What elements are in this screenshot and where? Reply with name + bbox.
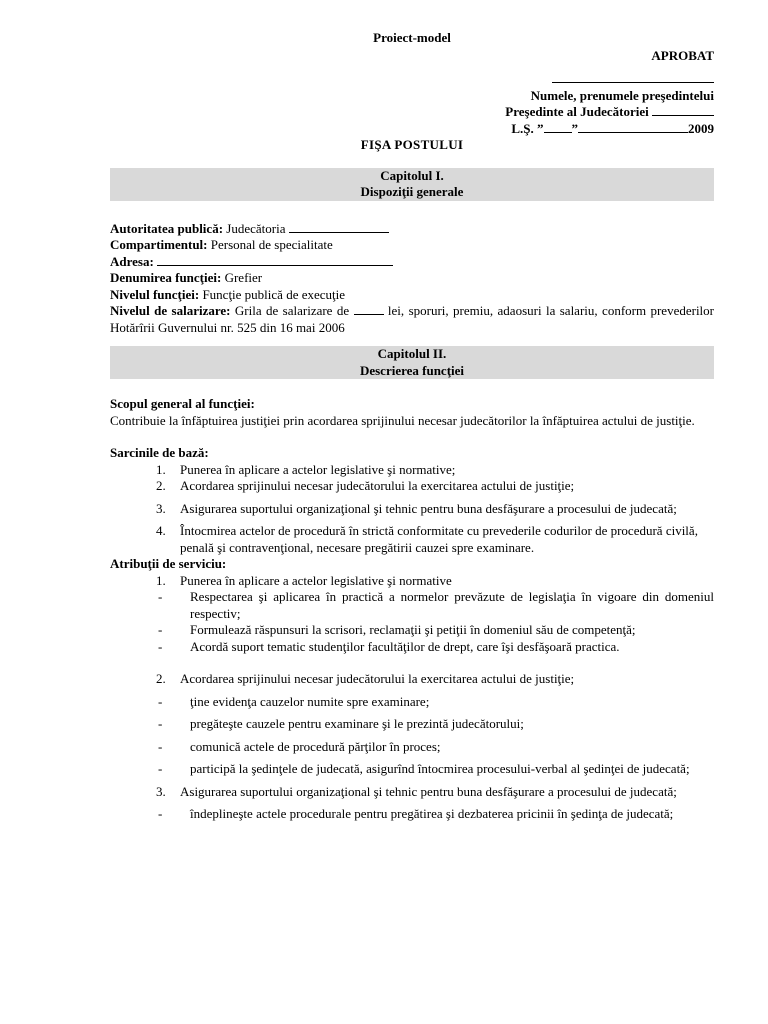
field-value: Personal de specialitate (207, 237, 333, 252)
dash-item: - ţine evidenţa cauzelor numite spre examinare; (158, 693, 430, 709)
scope-title: Scopul general al funcţiei: (110, 396, 255, 411)
duties-section (110, 556, 714, 823)
dash-item: - Acordă suport tematic studenţilor facultăţilor de drept, care îşi desfăşoară practica. (158, 638, 620, 654)
list-item: 1. Punerea în aplicare a actelor legislative şi normative (156, 572, 452, 588)
scope-text: Contribuie la înfăptuirea justiţiei prin acordarea sprijinului necesar judecătorilor la înfăptuirea actului de justiţie. (110, 412, 695, 428)
duties-list-2 (110, 671, 714, 688)
field-label: Autoritatea publică: (110, 220, 224, 236)
field-function-name (110, 270, 714, 287)
ls-label: L.Ş. ” (511, 120, 544, 136)
chapter1-header (110, 168, 714, 201)
field-label: Nivelul de salarizare: (110, 303, 231, 318)
chapter2-title: Capitolul II. (377, 346, 447, 361)
tasks-title: Sarcinile de bază: (110, 445, 209, 460)
dash-item: - participă la şedinţele de judecată, asigurînd întocmirea procesului-verbal al şedinţei de judecată; (158, 761, 690, 776)
field-label: Nivelul funcţiei: (110, 286, 200, 302)
chapter2-subtitle: Descrierea funcţiei (359, 362, 465, 378)
dash-item: - îndeplineşte actele procedurale pentru pregătirea şi dezbaterea pricinii în şedinţa de judecată; (158, 806, 674, 821)
list-item: 1. Punerea în aplicare a actelor legislative şi normative; (156, 461, 456, 477)
list-item: 4. Întocmirea actelor de procedură în strictă conformitate cu prevederile codurilor de procedură civilă, penală şi contravenţional, necesare pregătirii cauzei spre examinare. (156, 523, 698, 555)
tasks-section (110, 445, 714, 556)
chapter1-subtitle: Dispoziţii generale (360, 184, 464, 199)
field-value: Judecătoria (223, 220, 289, 236)
field-function-level (110, 287, 714, 304)
field-address (110, 254, 714, 271)
field-value: Grefier (221, 270, 263, 285)
ls-line (110, 121, 714, 138)
dash-item: - pregăteşte cauzele pentru examinare şi le prezintă judecătorului; (158, 716, 524, 731)
field-value: Funcţie publică de execuţie (199, 286, 346, 302)
dash-item: - Respectarea şi aplicarea în practică a normelor prevăzute de legislaţia în vigoare din domeniul respectiv; (158, 589, 714, 621)
document-title: FIŞA POSTULUI (360, 137, 464, 152)
document-page (110, 30, 714, 823)
year-label: 2009 (688, 120, 714, 136)
field-department (110, 237, 714, 254)
duties-list (110, 573, 714, 590)
general-fields (110, 221, 714, 337)
chapter2-header (110, 346, 714, 379)
dash-item: - Formulează răspunsuri la scrisori, reclamaţii şi petiţii în domeniul său de competenţă; (158, 622, 636, 637)
tasks-list (110, 462, 714, 557)
president-name: Numele, prenumele preşedintelui (530, 87, 714, 103)
list-item: 2. Acordarea sprijinului necesar judecătorului la exercitarea actului de justiţie; (156, 478, 575, 493)
field-label: Denumirea funcţiei: (110, 270, 222, 285)
ls-mid: ” (571, 120, 578, 136)
president-title-line (110, 104, 714, 121)
field-salary-level (110, 303, 714, 336)
field-value-a: Grila de salarizare de (230, 303, 354, 318)
president-title: Preşedinte al Judecătoriei (505, 104, 649, 119)
field-label: Adresa: (110, 253, 154, 269)
list-item: 2. Acordarea sprijinului necesar judecătorului la exercitarea actului de justiţie; (156, 671, 575, 686)
scope-section (110, 396, 714, 429)
dash-item: - comunică actele de procedură părţilor în proces; (158, 738, 441, 754)
list-item: 3. Asigurarea suportului organizaţional şi tehnic pentru buna desfăşurare a procesului de judecată; (156, 783, 677, 799)
chapter1-title: Capitolul I. (380, 167, 444, 183)
field-label: Compartimentul: (110, 237, 208, 252)
approved-label: APROBAT (651, 47, 714, 63)
duties-list-3 (110, 784, 714, 801)
duties-title: Atribuţii de serviciu: (110, 556, 227, 571)
field-public-authority (110, 221, 714, 238)
list-item: 3. Asigurarea suportului organizaţional şi tehnic pentru buna desfăşurare a procesului de judecată; (156, 500, 677, 516)
project-label: Proiect-model (373, 30, 451, 45)
signature-line (110, 70, 714, 88)
field-value-b: lei, sporuri, premiu, adaosuri la salariu, conform prevederilor Hotărîrii Guvernului nr. 525 din 16 mai 2006 (110, 303, 715, 335)
